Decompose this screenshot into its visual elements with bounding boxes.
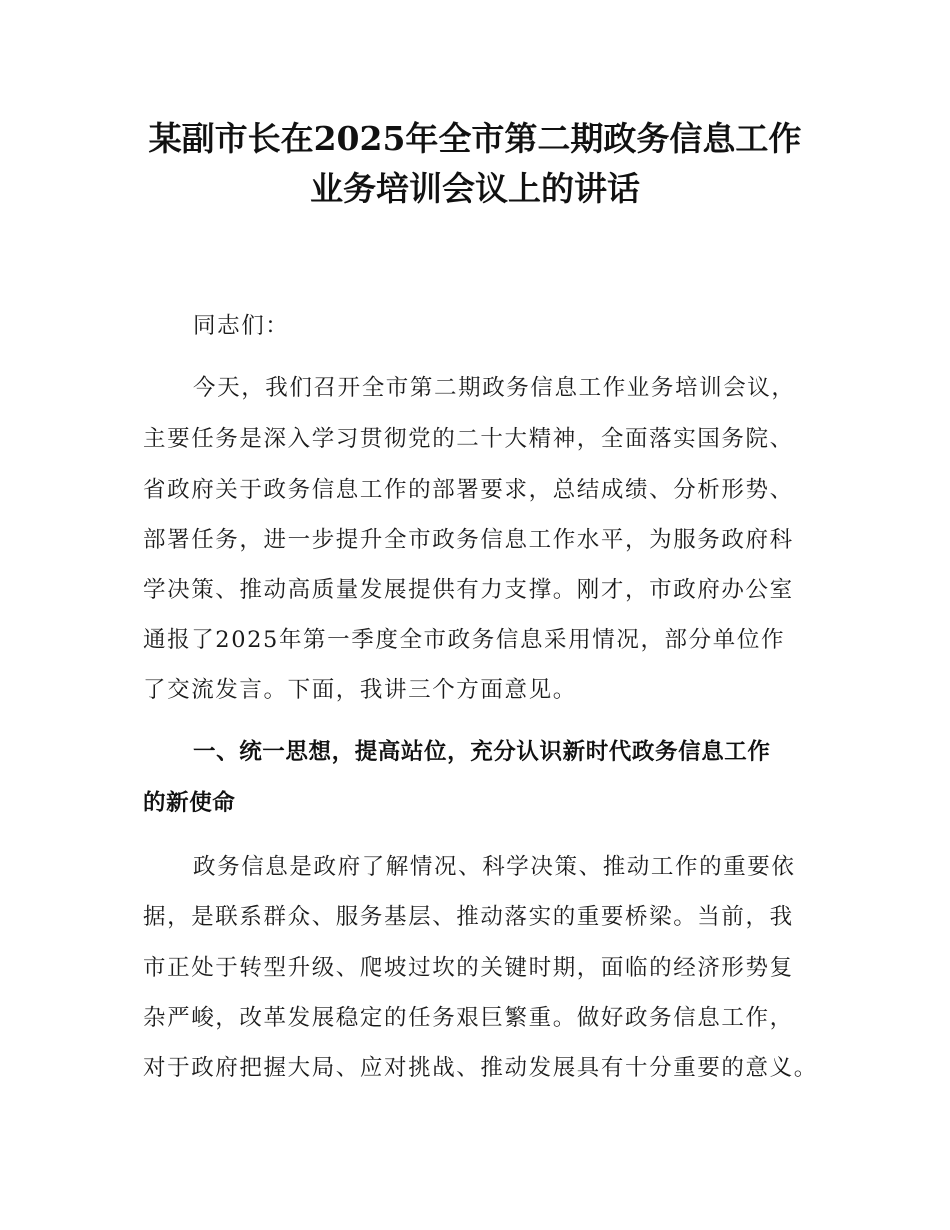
paragraph-line: 了交流发言。下面，我讲三个方面意见。	[143, 677, 577, 703]
paragraph-line: 通报了2025年第一季度全市政务信息采用情况，部分单位作	[143, 627, 786, 653]
salutation: 同志们：	[193, 313, 290, 339]
paragraph-line: 学决策、推动高质量发展提供有力支撑。刚才，市政府办公室	[143, 577, 794, 603]
heading-line: 的新使命	[143, 790, 236, 816]
document-title-line-1: 某副市长在2025年全市第二期政务信息工作	[148, 119, 802, 158]
paragraph-line: 政务信息是政府了解情况、科学决策、推动工作的重要依	[193, 854, 796, 880]
paragraph-line: 据，是联系群众、服务基层、推动落实的重要桥梁。当前，我	[143, 904, 794, 930]
paragraph-line: 省政府关于政务信息工作的部署要求，总结成绩、分析形势、	[143, 477, 794, 503]
paragraph-line: 主要任务是深入学习贯彻党的二十大精神，全面落实国务院、	[143, 426, 794, 452]
paragraph-line: 杂严峻，改革发展稳定的任务艰巨繁重。做好政务信息工作，	[143, 1005, 794, 1031]
heading-line: 一、统一思想，提高站位，充分认识新时代政务信息工作	[193, 739, 771, 765]
paragraph-line: 市正处于转型升级、爬坡过坎的关键时期，面临的经济形势复	[143, 955, 794, 981]
paragraph-line: 对于政府把握大局、应对挑战、推动发展具有十分重要的意义。	[143, 1055, 818, 1081]
document-title-line-2: 业务培训会议上的讲话	[310, 169, 640, 208]
paragraph-line: 今天，我们召开全市第二期政务信息工作业务培训会议，	[193, 375, 796, 401]
paragraph-line: 部署任务，进一步提升全市政务信息工作水平，为服务政府科	[143, 527, 794, 553]
